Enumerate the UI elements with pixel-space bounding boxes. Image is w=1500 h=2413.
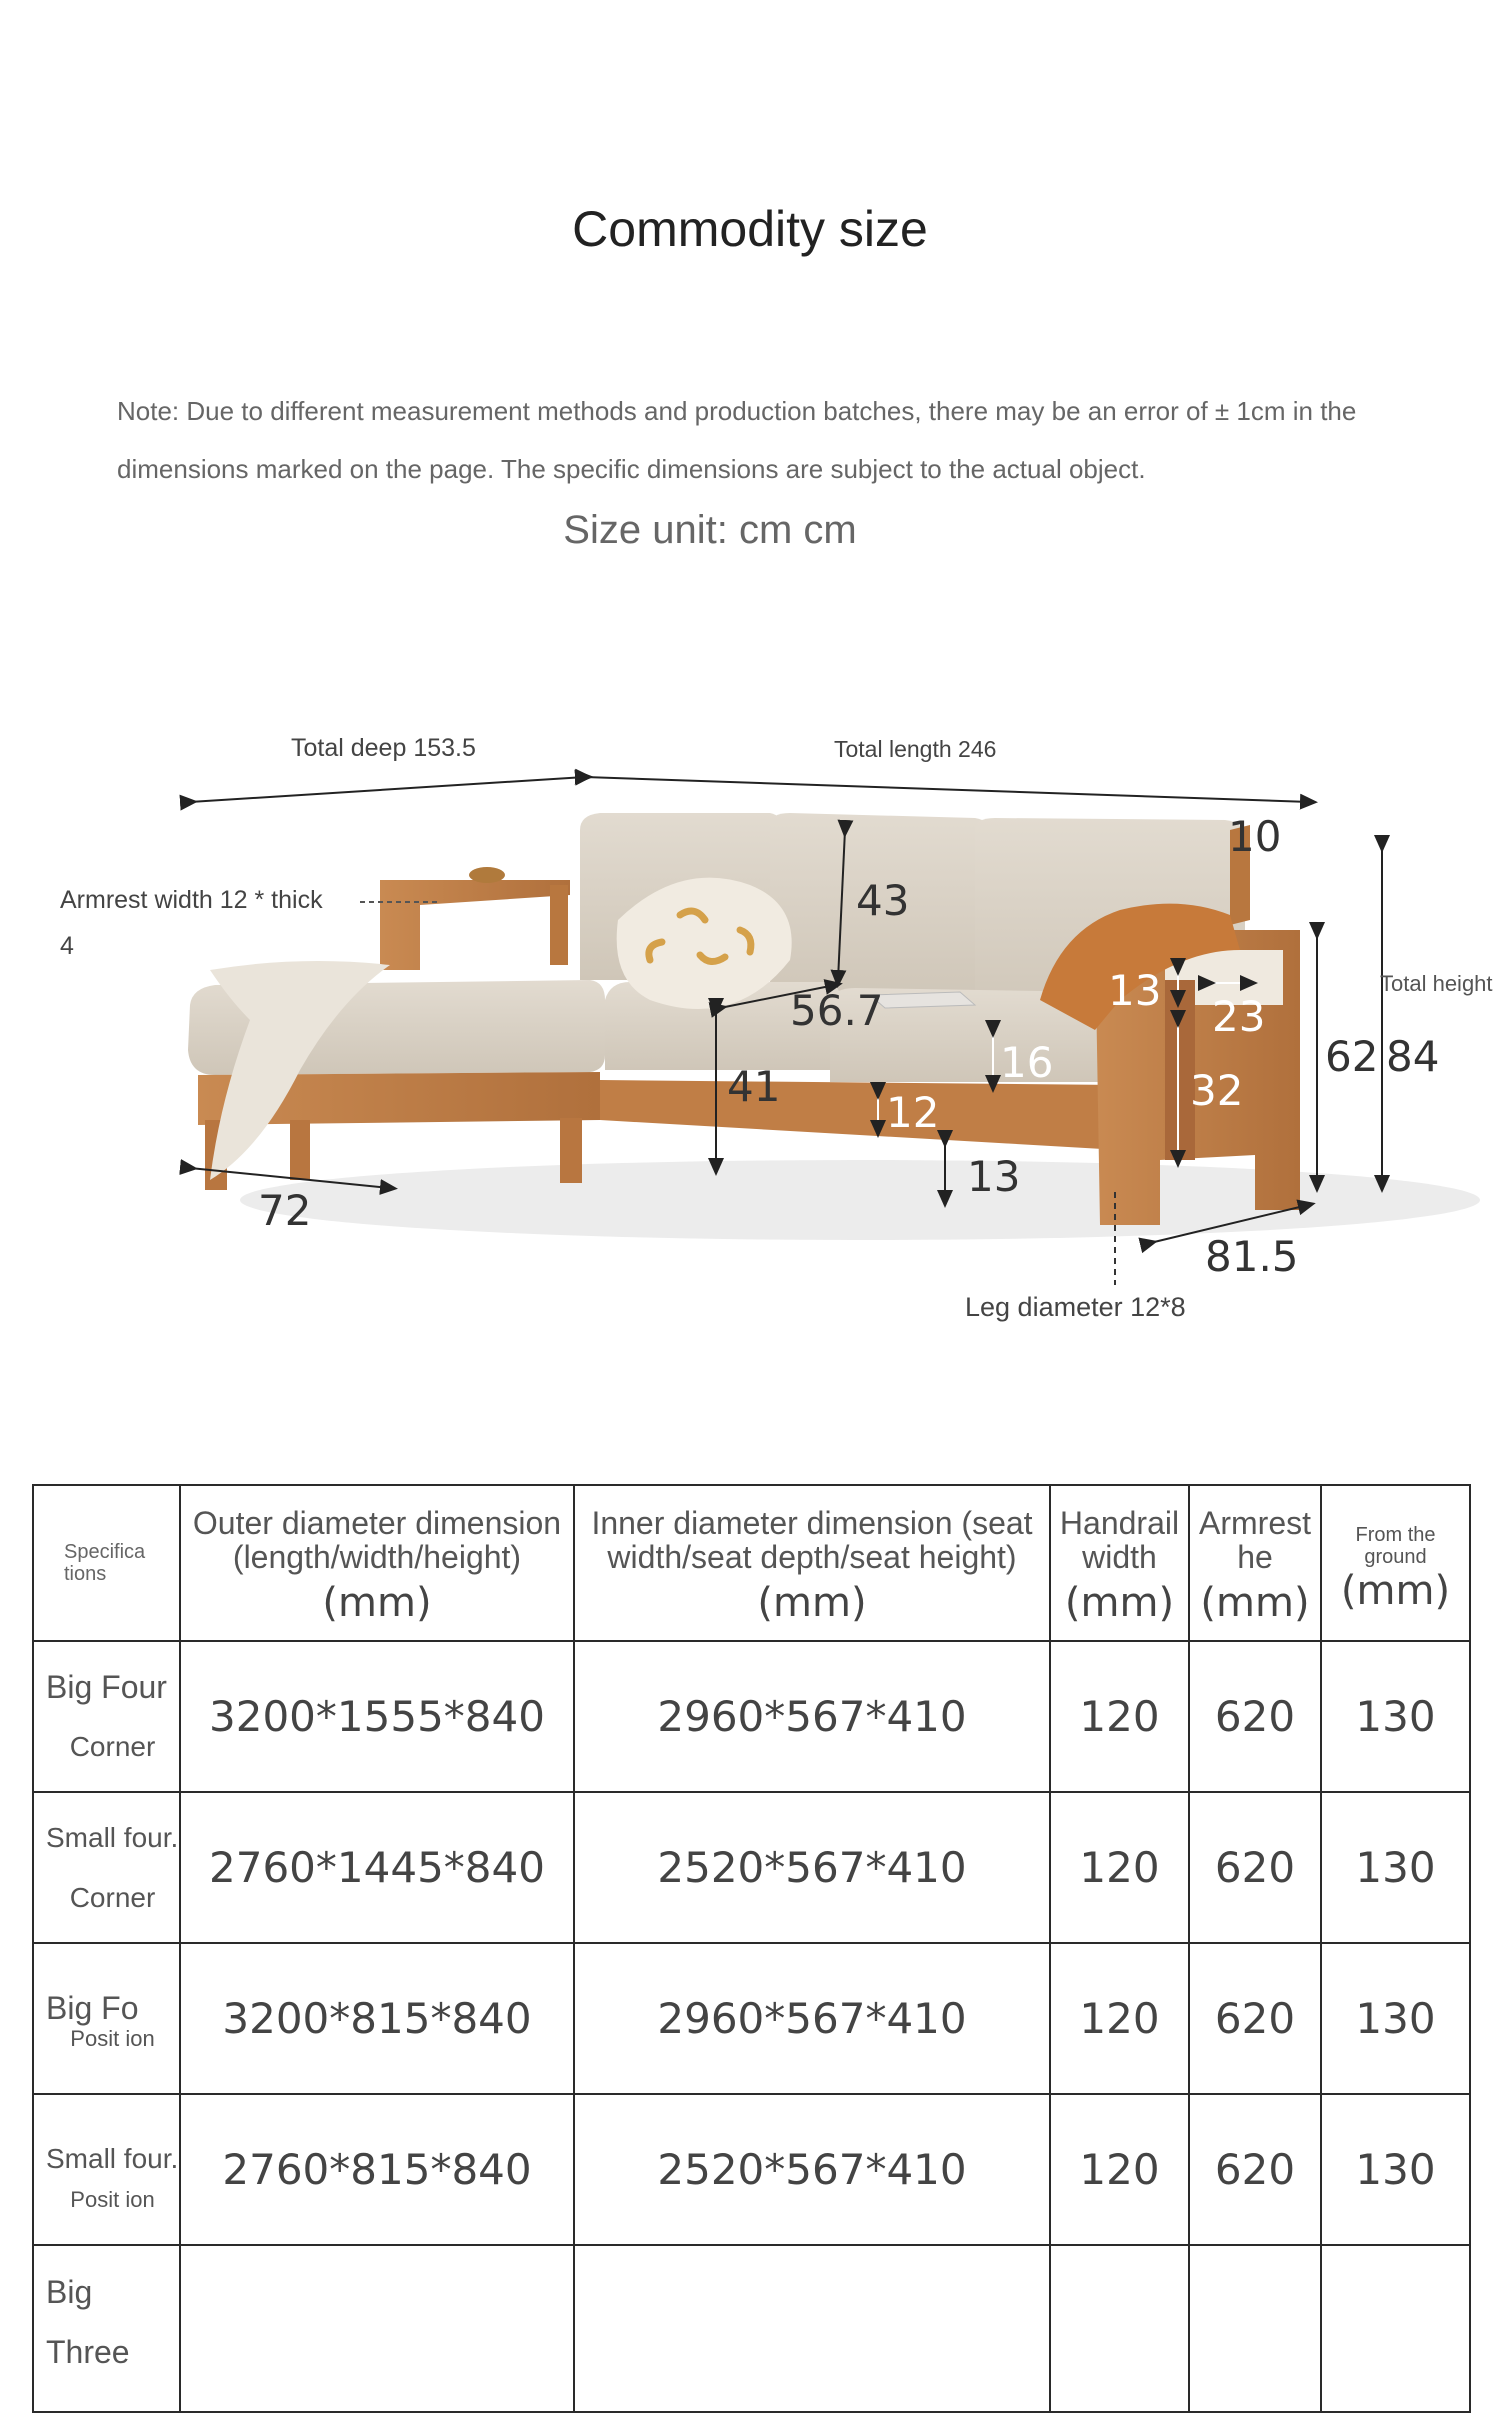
cell-inner: 2960*567*410 xyxy=(574,1641,1050,1792)
dim-cushion: 16 xyxy=(1000,1038,1054,1087)
dim-chaise-width: 72 xyxy=(258,1186,312,1235)
armrest xyxy=(380,880,570,970)
table-row xyxy=(33,1943,1470,2094)
dim-base: 12 xyxy=(886,1088,940,1137)
cell-handrail: 120 xyxy=(1050,1792,1189,1943)
cell-inner: 2520*567*410 xyxy=(574,1792,1050,1943)
header-outer-diameter: Outer diameter dimension (length/width/height) (mm) xyxy=(180,1485,574,1641)
cell-outer xyxy=(180,2245,574,2412)
header-handrail-width: Handrail width (mm) xyxy=(1050,1485,1189,1641)
cell-ground: 130 xyxy=(1321,2094,1470,2245)
cell-handrail xyxy=(1050,2245,1189,2412)
table-row xyxy=(33,2094,1470,2245)
leg-diameter-label: Leg diameter 12*8 xyxy=(965,1292,1186,1322)
cell-inner: 2960*567*410 xyxy=(574,1943,1050,2094)
dim-depth: 81.5 xyxy=(1205,1232,1299,1281)
cell-ground: 130 xyxy=(1321,1641,1470,1792)
spec-table xyxy=(32,1484,1471,2413)
header-inner-diameter: Inner diameter dimension (seat width/seat depth/seat height) (mm) xyxy=(574,1485,1050,1641)
row-name: Big Fo Posit ion xyxy=(33,1943,180,2094)
total-length-label: Total length 246 xyxy=(834,736,997,762)
table-header-row xyxy=(33,1485,1470,1641)
total-height-label: Total height xyxy=(1380,971,1493,996)
sofa-frame xyxy=(600,1080,1120,1150)
dim-seat-depth: 56.7 xyxy=(790,986,884,1035)
cell-armrest: 620 xyxy=(1189,1641,1321,1792)
row-name: Big Four Corner xyxy=(33,1641,180,1792)
dim-arm-13: 13 xyxy=(1108,966,1162,1015)
cell-inner xyxy=(574,2245,1050,2412)
table-row xyxy=(33,2245,1470,2412)
cell-ground: 130 xyxy=(1321,1792,1470,1943)
size-unit: Size unit: cm cm xyxy=(563,508,857,552)
cell-armrest: 620 xyxy=(1189,1943,1321,2094)
dim-arm-23: 23 xyxy=(1212,992,1266,1041)
armrest-thick-label: 4 xyxy=(60,932,74,960)
armrest-width-label: Armrest width 12 * thick xyxy=(60,886,323,914)
cell-outer: 2760*1445*840 xyxy=(180,1792,574,1943)
cell-outer: 3200*815*840 xyxy=(180,1943,574,2094)
dim-back-top: 10 xyxy=(1228,812,1282,861)
measurement-note: Note: Due to different measurement methods and production batches, there may be an error of ± 1cm in the dimensions marked on the page. The specific dimensions are subject to the actual object. xyxy=(117,396,1357,484)
cell-outer: 3200*1555*840 xyxy=(180,1641,574,1792)
cell-handrail: 120 xyxy=(1050,1943,1189,2094)
cell-ground xyxy=(1321,2245,1470,2412)
dim-arm-32: 32 xyxy=(1190,1066,1244,1115)
cell-inner: 2520*567*410 xyxy=(574,2094,1050,2245)
total-deep-label: Total deep 153.5 xyxy=(291,734,476,762)
cup-icon xyxy=(469,867,505,883)
header-specifications: Specifica tions xyxy=(33,1485,180,1641)
row-name: Big Three xyxy=(33,2245,180,2412)
dim-leg: 13 xyxy=(967,1152,1021,1201)
row-name: Small four. Posit ion xyxy=(33,2094,180,2245)
cell-outer: 2760*815*840 xyxy=(180,2094,574,2245)
page-title: Commodity size xyxy=(572,201,928,257)
dim-84: 84 xyxy=(1386,1032,1440,1081)
dim-62: 62 xyxy=(1325,1032,1379,1081)
dim-back-height: 43 xyxy=(856,876,910,925)
dim-seat-height: 41 xyxy=(727,1062,781,1111)
cell-armrest: 620 xyxy=(1189,1792,1321,1943)
row-name: Small four. Corner xyxy=(33,1792,180,1943)
cell-armrest: 620 xyxy=(1189,2094,1321,2245)
cell-handrail: 120 xyxy=(1050,1641,1189,1792)
header-from-ground: From the ground (mm) xyxy=(1321,1485,1470,1641)
table-row xyxy=(33,1641,1470,1792)
header-armrest-height: Armrest he (mm) xyxy=(1189,1485,1321,1641)
table-row xyxy=(33,1792,1470,1943)
cell-armrest xyxy=(1189,2245,1321,2412)
sofa-diagram xyxy=(0,700,1500,1350)
cell-ground: 130 xyxy=(1321,1943,1470,2094)
cell-handrail: 120 xyxy=(1050,2094,1189,2245)
